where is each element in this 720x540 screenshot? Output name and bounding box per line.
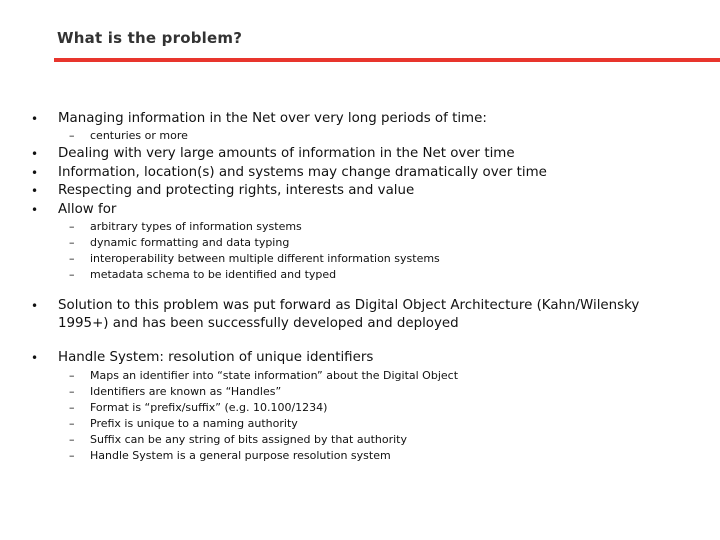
bullet-managing-information: • Managing information in the Net over very long periods of time: — [58, 110, 487, 129]
bullet-solution: • Solution to this problem was put forward as Digital Object Architecture (Kahn/Wilensky — [58, 297, 639, 316]
title-underline — [54, 58, 720, 62]
subbullet-centuries: – centuries or more — [90, 128, 188, 144]
subbullet-maps-identifier: – Maps an identifier into “state information” about the Digital Object — [90, 368, 458, 384]
bullet-information-location: • Information, location(s) and systems may change dramatically over time — [58, 164, 547, 183]
subbullet-handles: – Identifiers are known as “Handles” — [90, 384, 281, 400]
bullet-handle-system: • Handle System: resolution of unique identifiers — [58, 349, 373, 368]
subbullet-metadata-schema: – metadata schema to be identified and typed — [90, 267, 336, 283]
subbullet-dynamic-formatting: – dynamic formatting and data typing — [90, 235, 289, 251]
subbullet-format: – Format is “prefix/suffix” (e.g. 10.100/1234) — [90, 400, 327, 416]
subbullet-interoperability: – interoperability between multiple different information systems — [90, 251, 440, 267]
bullet-rights: • Respecting and protecting rights, interests and value — [58, 182, 414, 201]
subbullet-resolution-system: – Handle System is a general purpose resolution system — [90, 448, 391, 464]
subbullet-suffix: – Suffix can be any string of bits assigned by that authority — [90, 432, 407, 448]
bullet-large-amounts: • Dealing with very large amounts of information in the Net over time — [58, 145, 515, 164]
bullet-solution-continued: 1995+) and has been successfully developed and deployed — [58, 316, 459, 331]
subbullet-prefix: – Prefix is unique to a naming authority — [90, 416, 298, 432]
bullet-allow-for: • Allow for — [58, 201, 116, 220]
subbullet-arbitrary-types: – arbitrary types of information systems — [90, 219, 302, 235]
slide-title: What is the problem? — [57, 29, 243, 47]
